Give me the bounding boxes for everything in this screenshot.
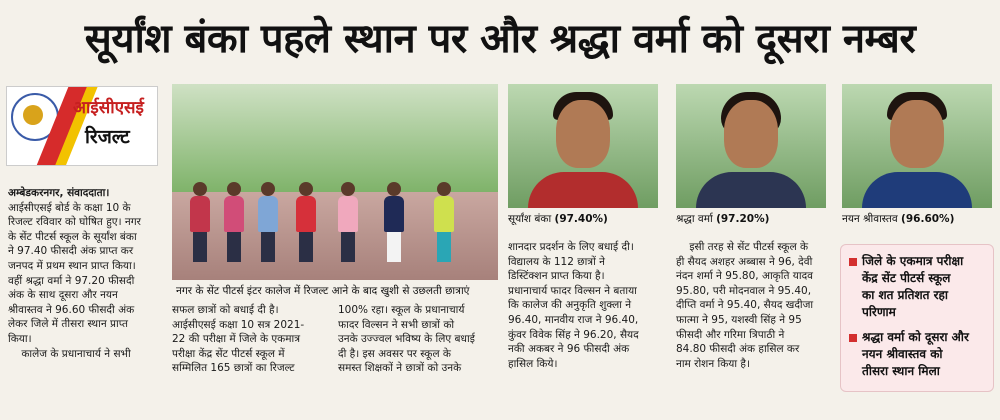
group-photo-caption: नगर के सेंट पीटर्स इंटर कालेज में रिजल्ट आने के बाद खुशी से उछलती छात्राएं <box>176 285 470 297</box>
article-line: जनपद में प्रथम स्थान प्राप्त किया। <box>8 259 136 272</box>
article-line: दी है। इस अवसर पर स्कूल के <box>338 347 451 360</box>
article-line: 100% रहा। स्कूल के प्रधानाचार्य <box>338 304 465 316</box>
article-line: 22 की परीक्षा में जिले के एकमात्र <box>172 333 301 346</box>
portrait-name-3: नयन श्रीवास्तव <box>842 213 898 225</box>
portrait-photo-3 <box>842 84 992 208</box>
article-line: फीसदी और गरिमा त्रिपाठी ने <box>676 328 785 341</box>
article-line: कि कालेज की अनुकृति शुक्ला ने <box>508 299 632 312</box>
article-line: डिस्टिंक्शन प्राप्त किया है। <box>508 270 605 283</box>
portrait-caption-1 <box>508 212 608 226</box>
portrait-score-3: (96.60%) <box>901 213 955 225</box>
article-line: श्रीवास्तव ने 96.60 फीसदी अंक <box>8 303 135 316</box>
article-column-3 <box>338 303 475 376</box>
bullet-icon <box>849 258 857 266</box>
portrait-photo-2 <box>676 84 826 208</box>
portrait-name-2: श्रद्धा वर्मा <box>676 213 713 225</box>
article-line: 96.40, मानवीय राज ने 96.40, <box>508 313 639 326</box>
article-line: नकी अकबर ने 96 फीसदी अंक <box>508 343 630 356</box>
article-line: प्रधानाचार्य फादर विल्सन ने बताया <box>508 284 637 297</box>
portrait-name-1: सूर्यांश बंका <box>508 213 552 225</box>
highlight-item-2: श्रद्धा वर्मा को दूसरा और नयन श्रीवास्तव को तीसरा स्थान मिला <box>849 329 969 380</box>
article-line: के सेंट पीटर्स स्कूल के सूर्यांश बंका <box>8 230 137 243</box>
article-line: वहीं श्रद्धा वर्मा ने 97.20 फीसदी <box>8 274 135 287</box>
icse-result-logo <box>6 86 158 166</box>
article-line: फादर विल्सन ने सभी छात्रों को <box>338 318 455 331</box>
article-line: सफल छात्रों को बधाई दी है। <box>172 304 279 316</box>
article-line: विद्यालय के 112 छात्रों ने <box>508 255 605 268</box>
article-column-2 <box>172 303 304 376</box>
group-photo <box>172 84 498 280</box>
article-line: समस्त शिक्षकों ने छात्रों को उनके <box>338 362 462 375</box>
logo-line2: रिजल्ट <box>85 126 130 148</box>
article-line: हासिल किये। <box>508 357 558 370</box>
article-line: रिजल्ट रविवार को घोषित हुए। नगर <box>8 216 141 229</box>
article-line: आईसीएसई बोर्ड के कक्षा 10 के <box>8 201 131 214</box>
article-column-4 <box>508 240 639 371</box>
article-line: नाम रोशन किया है। <box>676 357 750 370</box>
highlights-box <box>840 244 994 392</box>
highlight-item-1: जिले के एकमात्र परीक्षा केंद्र सेंट पीटर्स स्कूल का शत प्रतिशत रहा परिणाम <box>849 253 963 321</box>
headline: सूर्यांश बंका पहले स्थान पर और श्रद्धा वर्मा को दूसरा नम्बर <box>84 16 916 62</box>
article-column-1 <box>8 186 141 361</box>
article-line: आईसीएसई कक्षा 10 सत्र 2021- <box>172 318 305 331</box>
portrait-caption-2 <box>676 212 769 226</box>
article-line: नंदन शर्मा ने 95.80, आकृति यादव <box>676 270 814 283</box>
portrait-caption-3 <box>842 212 954 226</box>
portrait-score-1: (97.40%) <box>554 213 608 225</box>
article-line: सम्मिलित 165 छात्रों का रिजल्ट <box>172 362 295 375</box>
article-line: ने 97.40 फीसदी अंक प्राप्त कर <box>8 245 134 258</box>
portrait-score-2: (97.20%) <box>716 213 770 225</box>
article-line: परीक्षा केंद्र सेंट पीटर्स स्कूल में <box>172 347 285 360</box>
article-line: कुंवर विवेक सिंह ने 96.20, सैयद <box>508 328 639 341</box>
article-line: 84.80 फीसदी अंक हासिल कर <box>676 343 800 356</box>
article-line: शानदार प्रदर्शन के लिए बधाई दी। <box>508 241 634 253</box>
dateline: अम्बेडकरनगर, संवाददाता। <box>8 187 110 199</box>
article-line: कालेज के प्रधानाचार्य ने सभी <box>8 347 131 360</box>
article-line: फात्मा ने 95, यशस्वी सिंह ने 95 <box>676 313 802 326</box>
article-line: 95.80, परी मोदनवाल ने 95.40, <box>676 284 812 297</box>
portrait-photo-1 <box>508 84 658 208</box>
article-column-5 <box>676 240 813 371</box>
article-line: अंक के साथ दूसरा और नयन <box>8 289 118 302</box>
article-line: दीप्ति वर्मा ने 95.40, सैयद खदीजा <box>676 299 814 312</box>
article-line: किया। <box>8 332 32 345</box>
article-line: लेकर जिले में तीसरा स्थान प्राप्त <box>8 318 128 331</box>
article-line: उनके उज्ज्वल भविष्य के लिए बधाई <box>338 333 475 346</box>
logo-line1: आईसीएसई <box>73 98 144 118</box>
article-line: इसी तरह से सेंट पीटर्स स्कूल के <box>676 241 809 253</box>
article-line: ही सैयद अशहर अब्बास ने 96, देवी <box>676 255 813 268</box>
bullet-icon <box>849 334 857 342</box>
